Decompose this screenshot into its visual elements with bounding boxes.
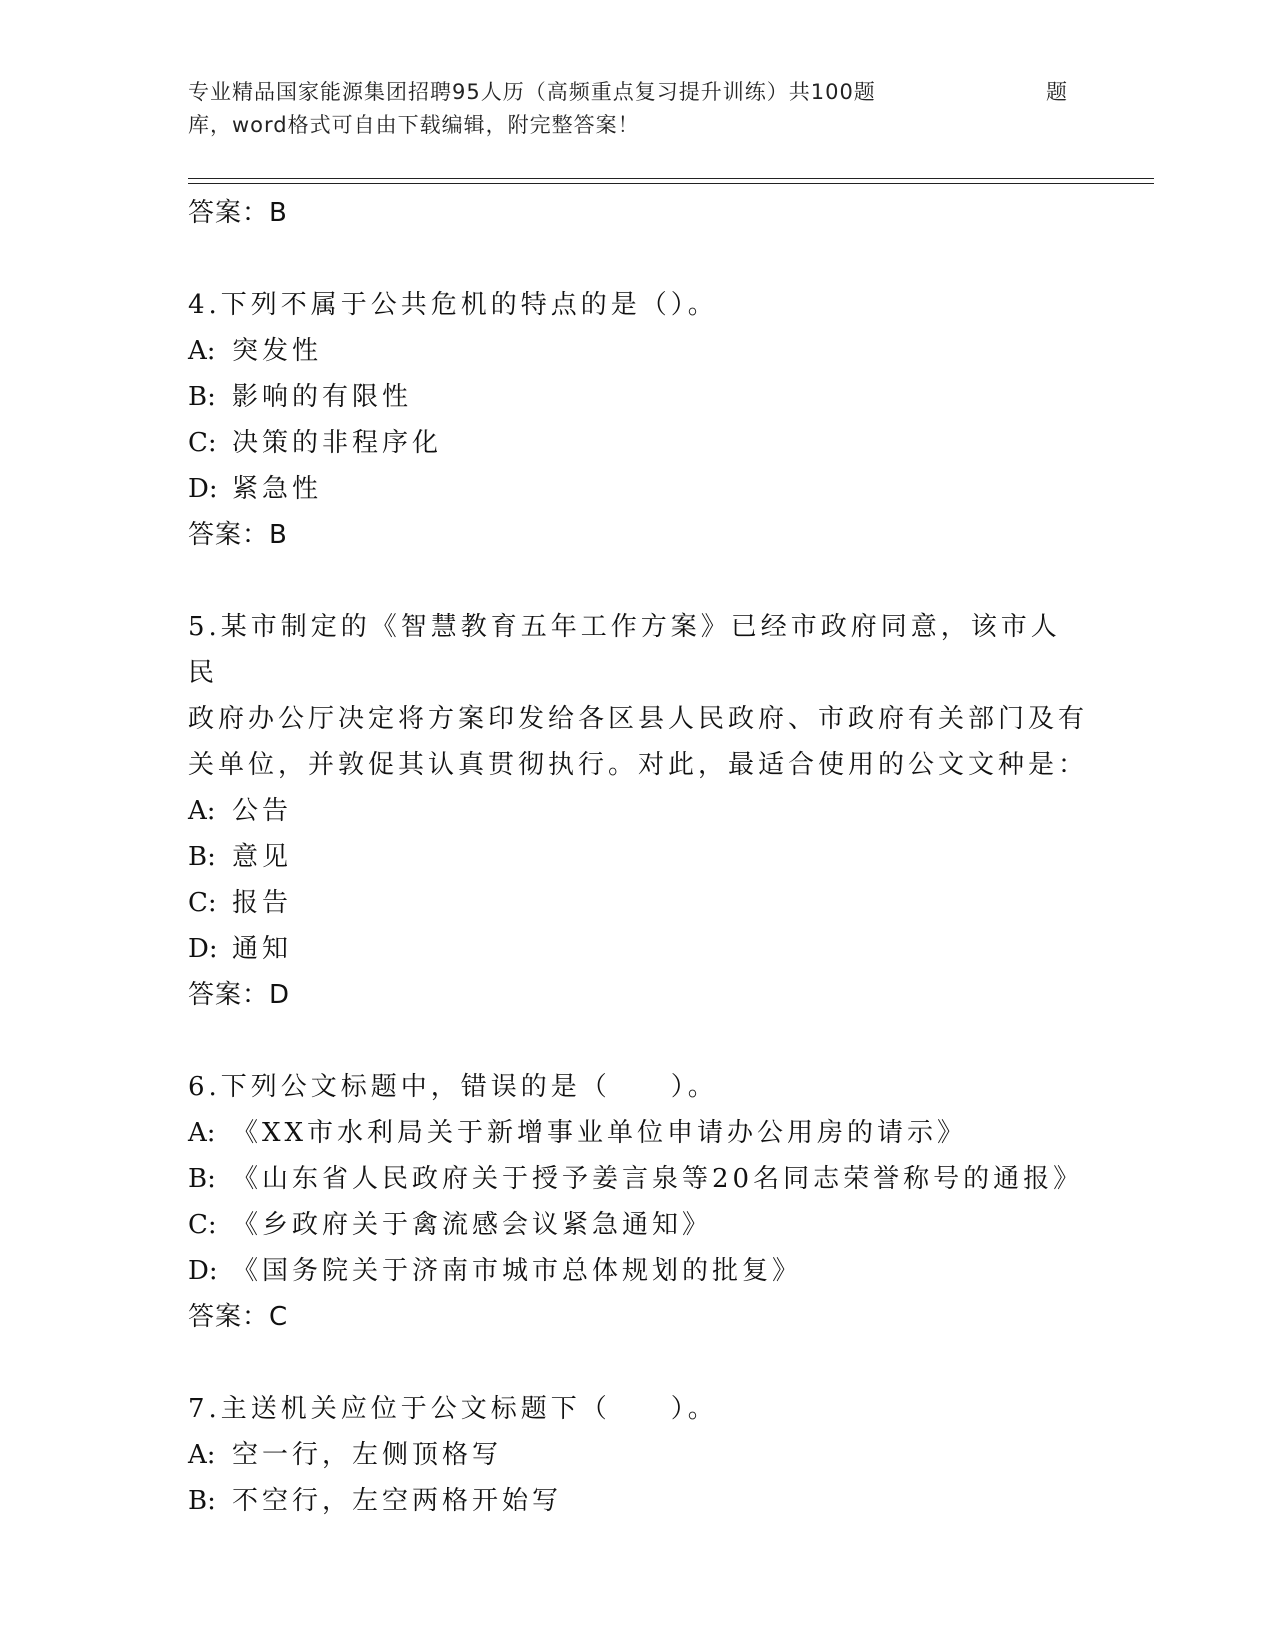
answer-q3: 答案：B [188, 198, 288, 228]
spacer [188, 1340, 1088, 1386]
option-letter: A: [188, 796, 216, 826]
option-q6-d [188, 1248, 1088, 1294]
option-text: 报告 [232, 888, 293, 918]
option-text: 意见 [232, 842, 293, 872]
option-text: 紧急性 [232, 474, 323, 504]
option-q5-a [188, 788, 1088, 834]
question-5-line-3: 关单位，并敦促其认真贯彻执行。对此，最适合使用的公文文种是： [188, 750, 1089, 780]
header-divider-bottom [188, 183, 1154, 184]
option-text: 《山东省人民政府关于授予姜言泉等20名同志荣誉称号的通报》 [232, 1164, 1084, 1194]
option-q6-b [188, 1156, 1088, 1202]
question-6: 6.下列公文标题中，错误的是（ ）。 [188, 1072, 718, 1102]
option-text: 公告 [232, 796, 293, 826]
option-q7-a [188, 1432, 1088, 1478]
option-text: 通知 [232, 934, 293, 964]
option-text: 《国务院关于济南市城市总体规划的批复》 [232, 1256, 803, 1286]
spacer [188, 236, 1088, 282]
option-letter: A: [188, 1118, 216, 1148]
option-text: 不空行，左空两格开始写 [232, 1486, 563, 1516]
question-5-line-2: 政府办公厅决定将方案印发给各区县人民政府、市政府有关部门及有 [188, 704, 1089, 734]
header-divider-top [188, 178, 1154, 179]
option-letter: D: [188, 934, 218, 964]
answer-q4: 答案：B [188, 520, 288, 550]
question-5 [188, 604, 1088, 788]
option-q7-b [188, 1478, 1088, 1524]
option-text: 《乡政府关于禽流感会议紧急通知》 [232, 1210, 713, 1240]
option-q4-c [188, 420, 1088, 466]
option-text: 影响的有限性 [232, 382, 413, 412]
option-letter: D: [188, 1256, 218, 1286]
option-text: 《XX市水利局关于新增事业单位申请办公用房的请示》 [232, 1118, 968, 1148]
option-letter: C: [188, 428, 217, 458]
option-text: 突发性 [232, 336, 323, 366]
header-line-1 [188, 76, 1068, 109]
option-q6-c [188, 1202, 1088, 1248]
option-q5-c [188, 880, 1088, 926]
option-q4-a [188, 328, 1088, 374]
option-letter: C: [188, 1210, 217, 1240]
option-letter: B: [188, 842, 216, 872]
answer-q5: 答案：D [188, 980, 291, 1010]
option-letter: A: [188, 336, 216, 366]
question-list [188, 190, 1088, 1524]
option-q6-a [188, 1110, 1088, 1156]
option-q5-d [188, 926, 1088, 972]
page-header [188, 76, 1068, 142]
option-q5-b [188, 834, 1088, 880]
option-text: 决策的非程序化 [232, 428, 443, 458]
option-q4-d [188, 466, 1088, 512]
spacer [188, 558, 1088, 604]
option-letter: B: [188, 1486, 216, 1516]
answer-q6: 答案：C [188, 1302, 289, 1332]
option-text: 空一行，左侧顶格写 [232, 1440, 503, 1470]
option-letter: A: [188, 1440, 216, 1470]
question-5-line-1: 5.某市制定的《智慧教育五年工作方案》已经市政府同意，该市人民 [188, 612, 1061, 688]
option-letter: B: [188, 1164, 216, 1194]
question-4: 4.下列不属于公共危机的特点的是（）。 [188, 290, 718, 320]
option-letter: D: [188, 474, 218, 504]
option-letter: B: [188, 382, 216, 412]
header-line-2: 库，word格式可自由下载编辑，附完整答案！ [188, 113, 640, 137]
option-letter: C: [188, 888, 217, 918]
header-title: 专业精品国家能源集团招聘95人历（高频重点复习提升训练）共100题 [188, 80, 876, 104]
question-7: 7.主送机关应位于公文标题下（ ）。 [188, 1394, 718, 1424]
header-title-trail: 题 [1046, 80, 1068, 104]
spacer [188, 1018, 1088, 1064]
option-q4-b [188, 374, 1088, 420]
